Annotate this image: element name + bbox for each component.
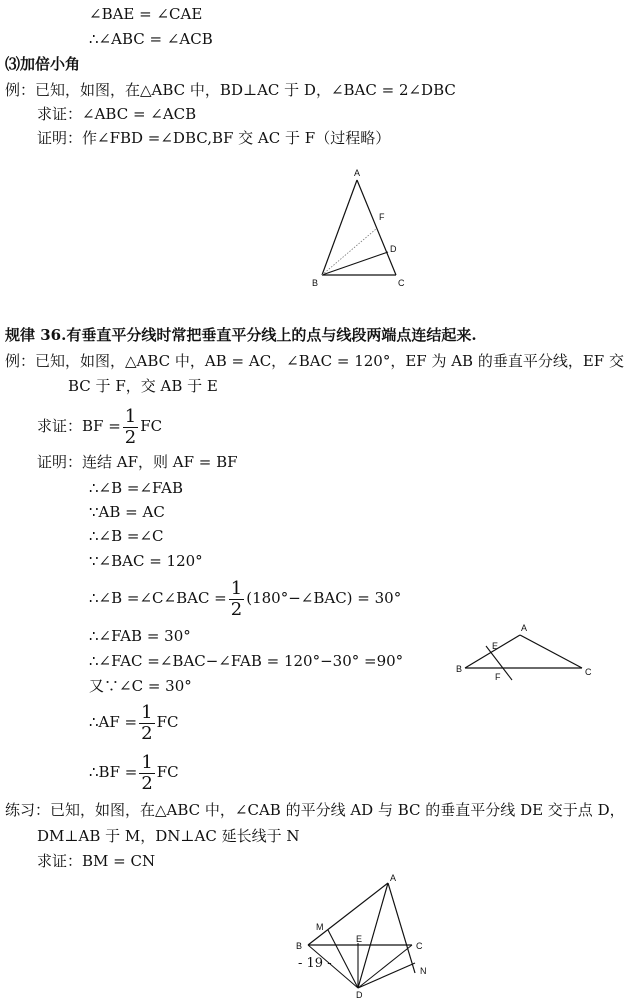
label-d: D [356, 990, 363, 1000]
step-5-rhs: (180°−∠BAC) = 30° [246, 589, 402, 607]
proof-step-2: ∵AB = AC [89, 503, 165, 521]
label-a: A [390, 873, 397, 883]
fraction-denominator: 2 [124, 426, 137, 448]
bisector-ad [358, 883, 388, 988]
rule-36-prove [37, 404, 162, 448]
fraction-denominator: 2 [141, 772, 153, 794]
fraction-half [123, 407, 138, 448]
prove-rhs: FC [140, 417, 163, 435]
page-number: - 19 - [298, 956, 332, 971]
example-given: 例：已知，如图，在△ABC 中，BD⊥AC 于 D，∠BAC = 2∠DBC [5, 81, 456, 99]
proof-step-5 [89, 576, 401, 620]
segment-dm [328, 930, 358, 988]
triangle-figure-3 [290, 875, 440, 1001]
proof-step-1: ∴∠B =∠FAB [89, 479, 183, 497]
segment-dn [358, 963, 415, 988]
segment-an [388, 883, 415, 973]
label-b: B [312, 278, 319, 288]
label-m: M [316, 922, 324, 932]
fraction-half [229, 579, 244, 620]
label-d: D [390, 244, 397, 254]
step-10-rhs: FC [156, 763, 179, 781]
step-5-lhs: ∴∠B =∠C∠BAC = [89, 589, 227, 607]
proof-step-3: ∴∠B =∠C [89, 527, 164, 545]
label-b: B [456, 664, 463, 674]
proof-step-6: ∴∠FAB = 30° [89, 627, 191, 645]
label-f: F [379, 212, 385, 222]
exercise-line-2: DM⊥AB 于 M，DN⊥AC 延长线于 N [37, 827, 300, 845]
triangle-figure-1 [300, 165, 420, 295]
label-e: E [492, 641, 499, 651]
fraction-numerator: 1 [230, 577, 243, 599]
proof-step-9 [89, 700, 178, 744]
fraction-numerator: 1 [141, 751, 153, 773]
label-n: N [420, 966, 427, 976]
fraction-numerator: 1 [141, 701, 153, 723]
triangle-figure-2 [450, 620, 610, 690]
exercise-prove: 求证：BM = CN [37, 852, 156, 870]
fraction-denominator: 2 [230, 598, 243, 620]
segment-ab [322, 180, 357, 275]
label-c: C [416, 941, 423, 951]
proof-step-7: ∴∠FAC =∠BAC−∠FAB = 120°−30° =90° [89, 652, 404, 670]
example-prove: 求证：∠ABC = ∠ACB [37, 105, 197, 123]
segment-ac [520, 635, 582, 668]
label-c: C [398, 278, 405, 288]
statement-angle-abc: ∴∠ABC = ∠ACB [89, 30, 213, 48]
rule-36-example-line-1: 例：已知，如图，△ABC 中，AB = AC，∠BAC = 120°，EF 为 AB 的垂直平分线，EF 交 [5, 352, 624, 370]
fraction-denominator: 2 [141, 722, 153, 744]
statement-angle-bae: ∠BAE = ∠CAE [89, 5, 203, 23]
label-b: B [296, 941, 303, 951]
step-10-lhs: ∴BF = [89, 763, 138, 781]
proof-step-4: ∵∠BAC = 120° [89, 552, 203, 570]
fraction-numerator: 1 [124, 405, 137, 427]
segment-ab [465, 635, 520, 668]
proof-step-10 [89, 750, 179, 794]
segment-cd [358, 945, 412, 988]
proof-step-8: 又∵∠C = 30° [89, 677, 192, 695]
exercise-line-1: 练习：已知，如图，在△ABC 中，∠CAB 的平分线 AD 与 BC 的垂直平分线 DE 交于点 D， [5, 801, 625, 819]
step-9-rhs: FC [156, 713, 179, 731]
label-a: A [521, 623, 528, 633]
fraction-half [139, 753, 154, 794]
rule-36-heading: 规律 36.有垂直平分线时常把垂直平分线上的点与线段两端点连结起来. [5, 326, 477, 344]
proof-head: 证明：连结 AF，则 AF = BF [37, 453, 238, 471]
prove-lhs: 求证：BF = [37, 417, 121, 435]
label-e: E [356, 934, 363, 944]
example-proof: 证明：作∠FBD =∠DBC,BF 交 AC 于 F（过程略） [37, 129, 391, 147]
label-f: F [495, 672, 501, 682]
step-9-lhs: ∴AF = [89, 713, 138, 731]
segment-ab [308, 883, 388, 945]
fraction-half [139, 703, 154, 744]
section-heading-double-small-angle: ⑶加倍小角 [5, 55, 81, 73]
rule-36-example-line-2: BC 于 F，交 AB 于 E [68, 377, 218, 395]
label-a: A [354, 168, 361, 178]
segment-bd [322, 252, 388, 275]
label-c: C [585, 667, 592, 677]
